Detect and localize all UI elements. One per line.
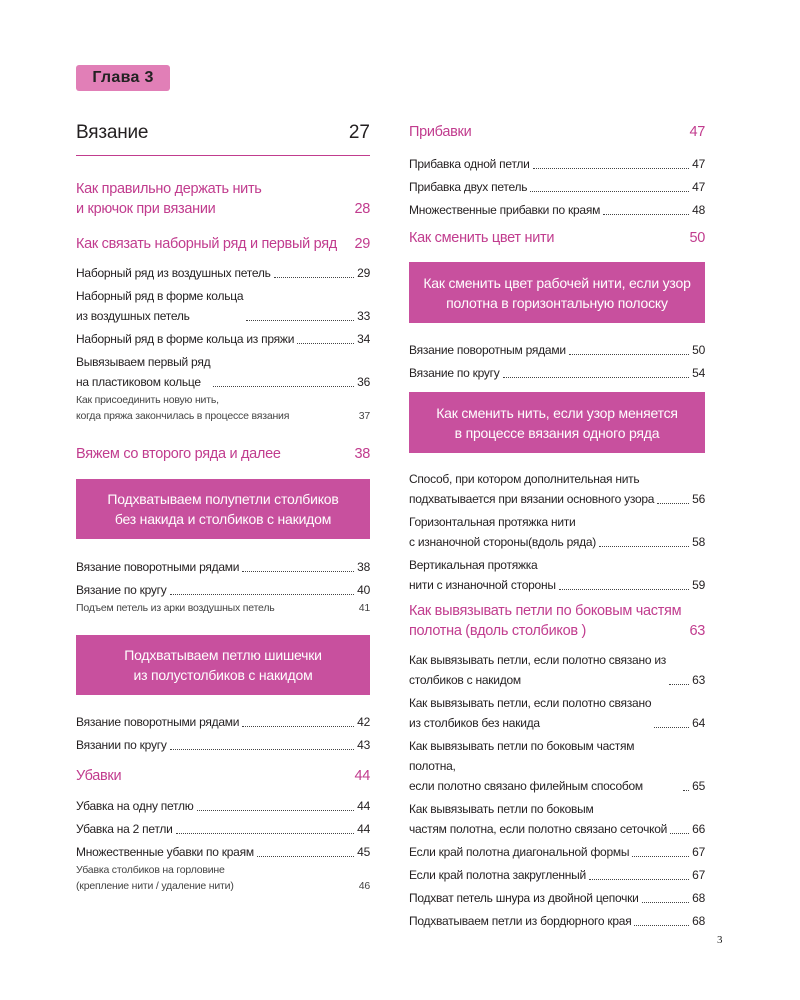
entry-page: 29 — [357, 266, 370, 280]
toc-entry[interactable] — [409, 469, 705, 509]
entry-page: 36 — [357, 375, 370, 389]
toc-entry[interactable] — [76, 796, 370, 816]
section-title: Как правильно держать нить и крючок при вязании — [76, 181, 262, 217]
toc-entry[interactable] — [76, 557, 370, 577]
toc-entry[interactable] — [409, 363, 705, 383]
dot-leader — [683, 790, 689, 791]
entry-page: 66 — [692, 822, 705, 836]
main-heading-page: 27 — [348, 122, 370, 143]
entry-title: Вязание поворотным рядами — [409, 343, 566, 357]
toc-section[interactable] — [76, 766, 370, 786]
dot-leader — [246, 320, 354, 321]
entry-page: 34 — [357, 332, 370, 346]
dot-leader — [654, 727, 689, 728]
chapter-label: Глава 3 — [76, 65, 170, 91]
entry-page: 58 — [692, 535, 705, 549]
subsection-banner: Подхватываем полупетли столбиков без накида и столбиков с накидом — [76, 479, 370, 539]
entry-page: 33 — [357, 309, 370, 323]
entry-title: Множественные прибавки по краям — [409, 203, 601, 217]
subsection-banner: Подхватываем петлю шишечки из полустолбиков с накидом — [76, 635, 370, 695]
section-page: 29 — [354, 236, 370, 252]
entry-page: 48 — [692, 203, 705, 217]
toc-entry[interactable] — [76, 580, 370, 600]
entry-page: 56 — [692, 492, 705, 506]
entry-page: 54 — [692, 366, 705, 380]
subentry-title: Убавка столбиков на горловине (крепление нити / удаление нити) — [76, 864, 234, 892]
toc-entry[interactable] — [409, 650, 705, 690]
entry-page: 59 — [692, 578, 705, 592]
entry-page: 40 — [357, 583, 370, 597]
toc-entry[interactable] — [76, 263, 370, 283]
section-title: Как сменить цвет нити — [409, 230, 555, 246]
entry-page: 45 — [357, 845, 370, 859]
dot-leader — [197, 810, 355, 811]
section-title: Прибавки — [409, 124, 472, 140]
dot-leader — [589, 879, 689, 880]
dot-leader — [599, 546, 689, 547]
entry-title: Наборный ряд из воздушных петель — [76, 266, 271, 280]
toc-entry[interactable] — [76, 329, 370, 349]
toc-entry[interactable] — [76, 352, 370, 392]
subentry-page: 41 — [358, 602, 370, 614]
entry-title: Горизонтальная протяжка нити с изнаночной стороны(вдоль ряда) — [409, 515, 597, 549]
entry-page: 47 — [692, 180, 705, 194]
toc-entry[interactable] — [409, 865, 705, 885]
entry-page: 63 — [692, 673, 705, 687]
subsection-banner: Как сменить цвет рабочей нити, если узор полотна в горизонтальную полоску — [409, 262, 705, 323]
entry-page: 42 — [357, 715, 370, 729]
section-title: Убавки — [76, 768, 122, 784]
entry-title: Вязание по кругу — [76, 583, 167, 597]
toc-entry[interactable] — [409, 512, 705, 552]
dot-leader — [634, 925, 689, 926]
entry-title: Вязании по кругу — [76, 738, 167, 752]
entry-page: 67 — [692, 845, 705, 859]
toc-section[interactable] — [76, 179, 370, 219]
subentry-page: 46 — [358, 880, 370, 892]
entry-title: Вязание поворотными рядами — [76, 560, 240, 574]
page-number: 3 — [717, 934, 723, 946]
toc-entry[interactable] — [409, 799, 705, 839]
toc-subentry[interactable] — [76, 392, 370, 424]
toc-main-heading[interactable] — [76, 118, 370, 156]
toc-entry[interactable] — [409, 693, 705, 733]
toc-subentry[interactable] — [76, 862, 370, 894]
dot-leader — [533, 168, 690, 169]
entry-page: 38 — [357, 560, 370, 574]
entry-title: Подхватываем петли из бордюрного края — [409, 914, 632, 928]
dot-leader — [274, 277, 354, 278]
toc-left-column — [76, 118, 370, 894]
entry-page: 64 — [692, 716, 705, 730]
entry-title: Убавка на 2 петли — [76, 822, 173, 836]
subentry-title: Как присоединить новую нить, когда пряжа закончилась в процессе вязания — [76, 394, 290, 422]
entry-page: 67 — [692, 868, 705, 882]
entry-page: 44 — [357, 822, 370, 836]
entry-title: Множественные убавки по краям — [76, 845, 254, 859]
entry-title: Если край полотна диагональной формы — [409, 845, 630, 859]
section-page: 50 — [689, 230, 705, 246]
section-title: Вяжем со второго ряда и далее — [76, 446, 281, 462]
toc-subentry[interactable] — [76, 600, 370, 616]
toc-entry[interactable] — [409, 177, 705, 197]
toc-entry[interactable] — [409, 888, 705, 908]
entry-title: Убавка на одну петлю — [76, 799, 194, 813]
dot-leader — [657, 503, 689, 504]
entry-title: Как вывязывать петли, если полотно связано из столбиков без накида — [409, 696, 652, 730]
dot-leader — [176, 833, 355, 834]
entry-page: 44 — [357, 799, 370, 813]
toc-entry[interactable] — [76, 735, 370, 755]
entry-title: Вывязываем первый ряд на пластиковом кольце — [76, 355, 211, 389]
toc-entry[interactable] — [76, 819, 370, 839]
toc-entry[interactable] — [76, 842, 370, 862]
dot-leader — [242, 726, 354, 727]
dot-leader — [670, 833, 689, 834]
main-heading-title: Вязание — [76, 122, 149, 143]
entry-page: 43 — [357, 738, 370, 752]
dot-leader — [213, 386, 354, 387]
entry-title: Как вывязывать петли, если полотно связано из столбиков с накидом — [409, 653, 667, 687]
entry-title: Вертикальная протяжка нити с изнаночной стороны — [409, 558, 556, 592]
section-page: 47 — [689, 124, 705, 140]
toc-entry[interactable] — [409, 911, 705, 931]
dot-leader — [569, 354, 689, 355]
section-title: Как вывязывать петли по боковым частям полотна (вдоль столбиков ) — [409, 603, 682, 639]
toc-section[interactable] — [409, 601, 705, 641]
entry-title: Наборный ряд в форме кольца из пряжи — [76, 332, 295, 346]
entry-page: 47 — [692, 157, 705, 171]
dot-leader — [603, 214, 689, 215]
toc-entry[interactable] — [409, 200, 705, 220]
entry-title: Вязание по кругу — [409, 366, 500, 380]
entry-title: Как вывязывать петли по боковым частям полотна, если полотно связано сеточкой — [409, 802, 668, 836]
toc-entry[interactable] — [76, 712, 370, 732]
section-page: 63 — [689, 623, 705, 639]
entry-page: 68 — [692, 891, 705, 905]
toc-section[interactable] — [409, 228, 705, 248]
entry-title: Как вывязывать петли по боковым частям полотна, если полотно связано филейным способом — [409, 739, 643, 793]
section-page: 44 — [354, 768, 370, 784]
subentry-title: Подъем петель из арки воздушных петель — [76, 602, 275, 614]
dot-leader — [642, 902, 690, 903]
subsection-banner: Как сменить нить, если узор меняется в процессе вязания одного ряда — [409, 392, 705, 453]
dot-leader — [559, 589, 689, 590]
entry-title: Если край полотна закругленный — [409, 868, 586, 882]
toc-entry[interactable] — [409, 842, 705, 862]
toc-entry[interactable] — [409, 736, 705, 796]
toc-entry[interactable] — [409, 555, 705, 595]
toc-entry[interactable] — [409, 154, 705, 174]
toc-section[interactable] — [409, 122, 705, 142]
dot-leader — [170, 749, 355, 750]
toc-entry[interactable] — [76, 286, 370, 326]
dot-leader — [242, 571, 354, 572]
entry-title: Способ, при котором дополнительная нить подхватывается при вязании основного узора — [409, 472, 655, 506]
entry-title: Прибавка одной петли — [409, 157, 530, 171]
toc-right-column — [409, 118, 705, 931]
dot-leader — [503, 377, 690, 378]
entry-page: 50 — [692, 343, 705, 357]
toc-section[interactable] — [76, 234, 370, 254]
dot-leader — [530, 191, 689, 192]
subentry-page: 37 — [358, 410, 370, 422]
entry-title: Наборный ряд в форме кольца из воздушных петель — [76, 289, 244, 323]
dot-leader — [297, 343, 354, 344]
dot-leader — [632, 856, 689, 857]
section-page: 28 — [354, 201, 370, 217]
dot-leader — [257, 856, 354, 857]
section-page: 38 — [354, 446, 370, 462]
toc-section[interactable] — [76, 444, 370, 464]
entry-title: Подхват петель шнура из двойной цепочки — [409, 891, 639, 905]
dot-leader — [669, 684, 689, 685]
entry-page: 68 — [692, 914, 705, 928]
entry-title: Прибавка двух петель — [409, 180, 528, 194]
toc-entry[interactable] — [409, 340, 705, 360]
entry-page: 65 — [692, 779, 705, 793]
entry-title: Вязание поворотными рядами — [76, 715, 240, 729]
dot-leader — [170, 594, 355, 595]
section-title: Как связать наборный ряд и первый ряд — [76, 236, 337, 252]
